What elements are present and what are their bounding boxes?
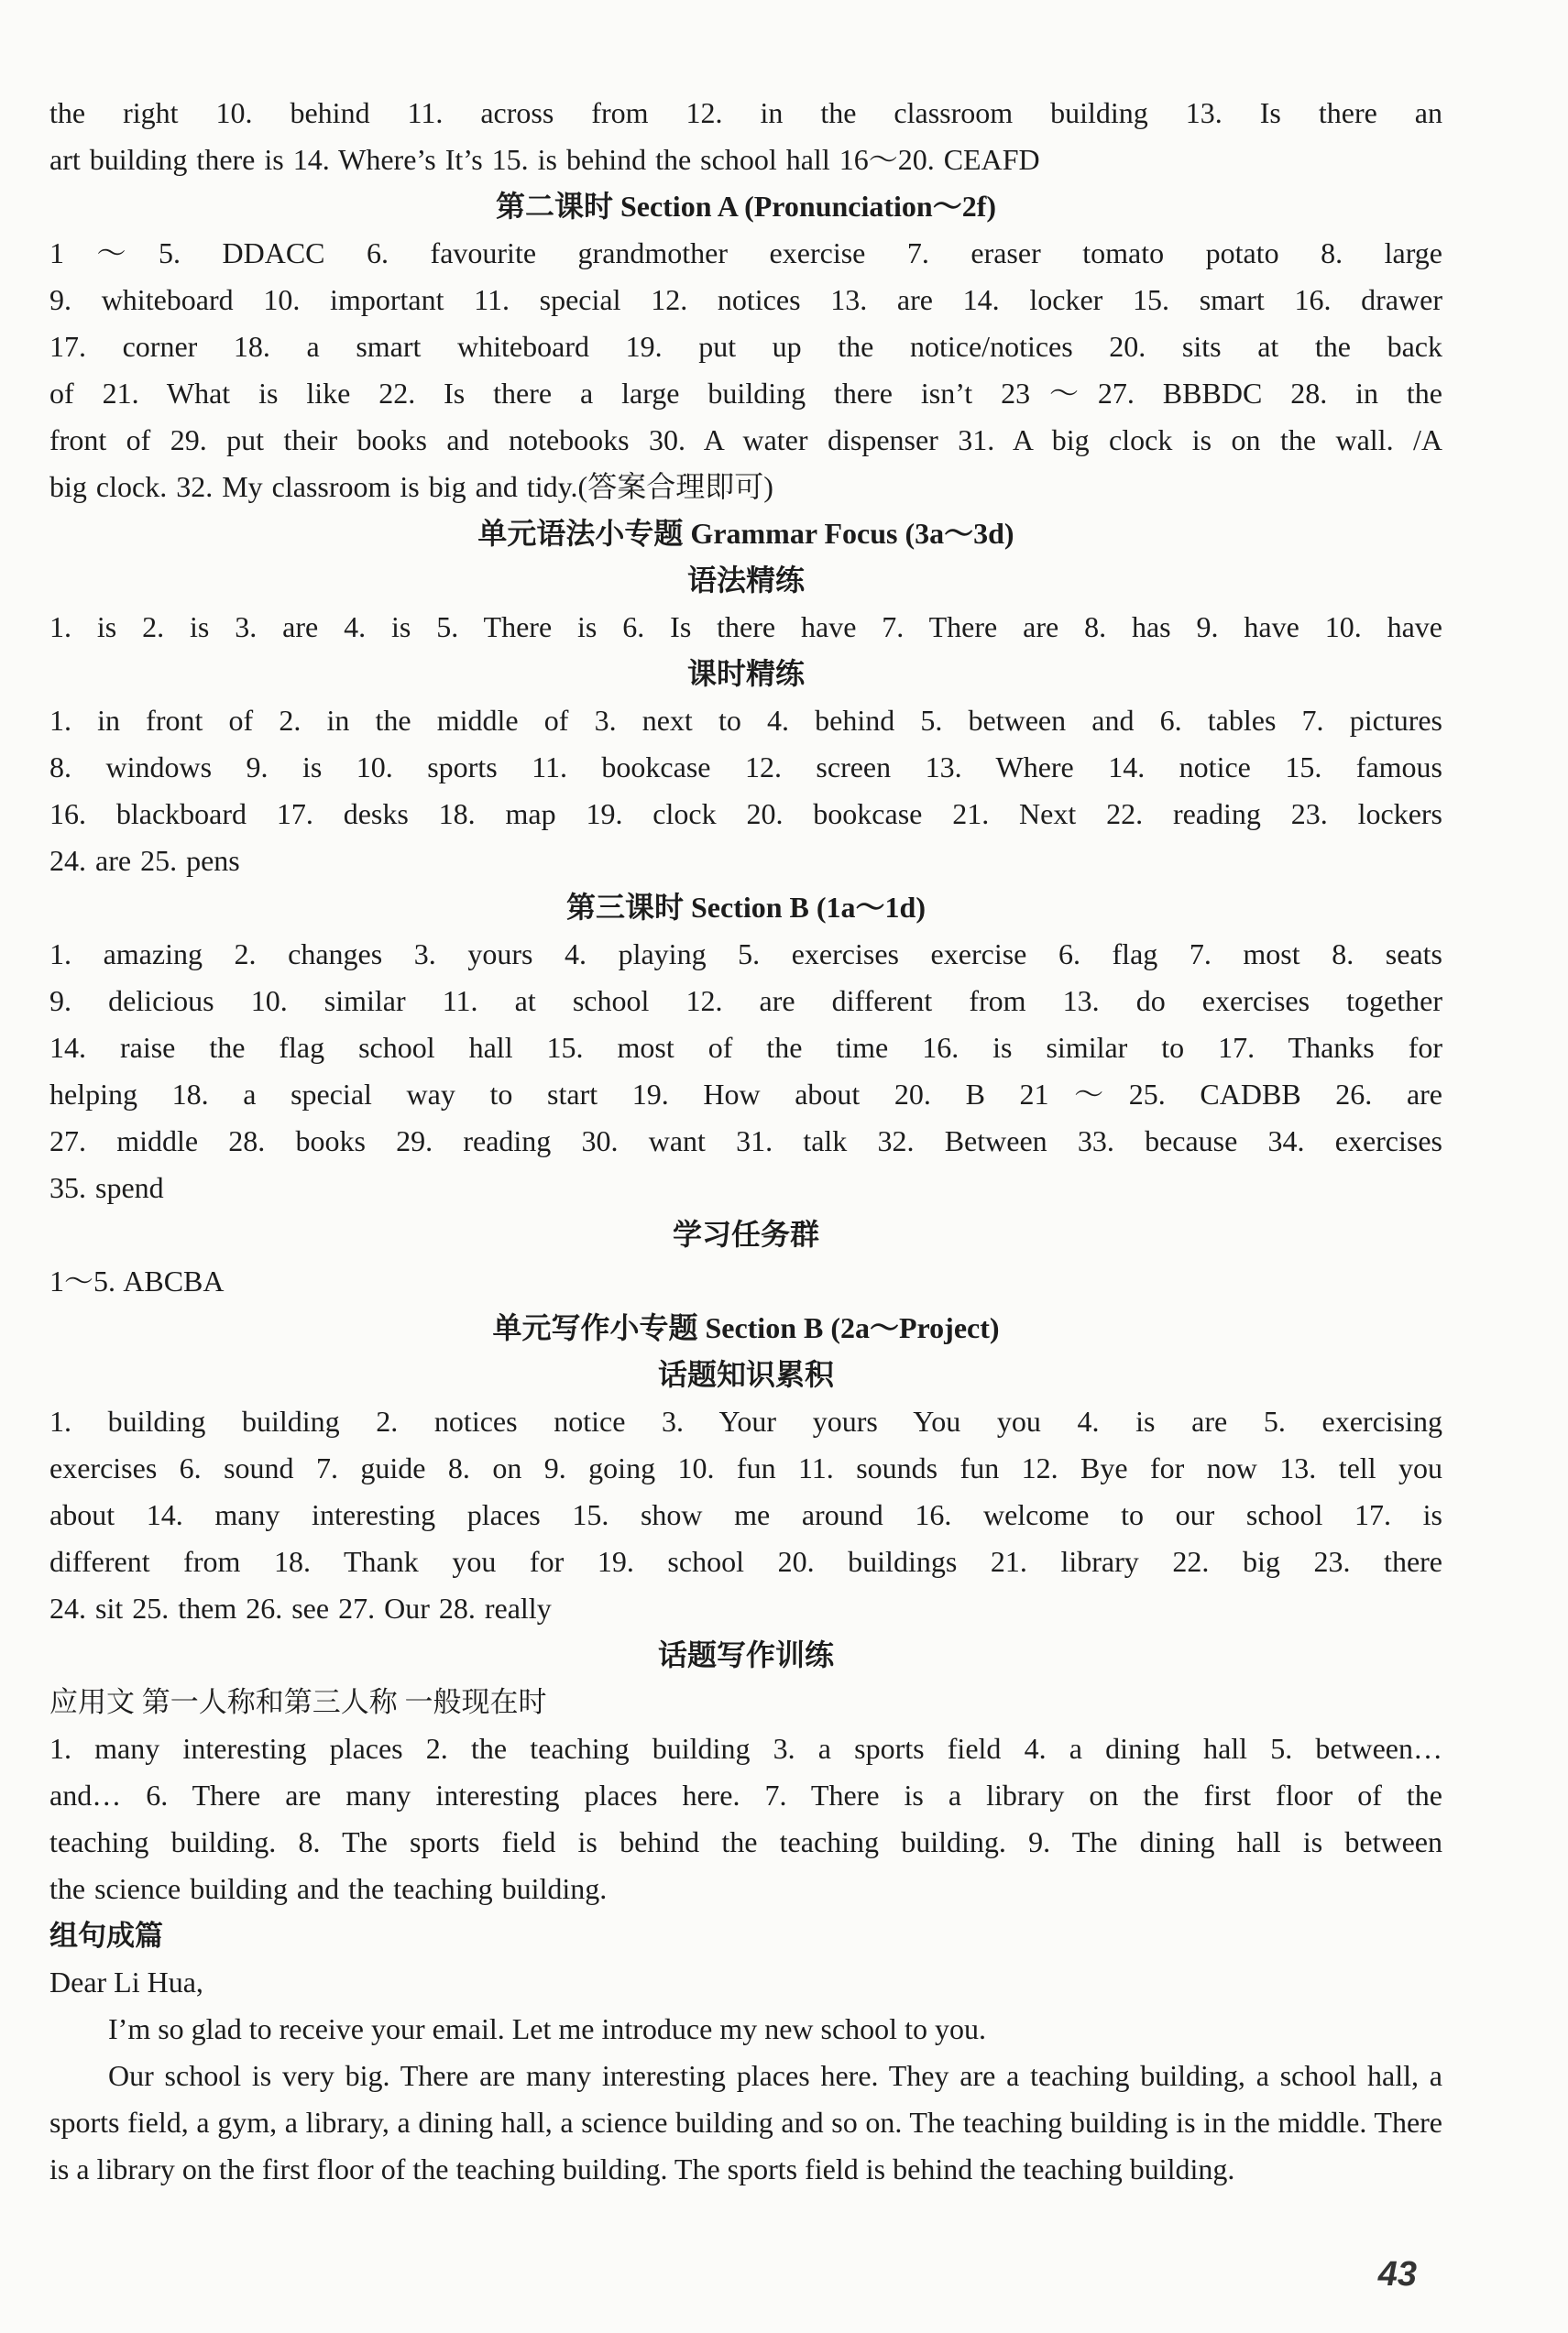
sample-letter: [49, 1959, 1442, 2193]
answer-line: 35. spend: [49, 1171, 164, 1204]
answer-line: 1. in front of 2. in the middle of 3. next to 4. behind 5. between and 6. tables 7. pictures: [49, 704, 1442, 737]
subheading-compose-essay: 组句成篇: [49, 1920, 163, 1952]
section-heading-lesson-2: 第二课时 Section A (Pronunciation～2f): [495, 190, 997, 223]
answer-line: the right 10. behind 11. across from 12. in the classroom building 13. Is there an: [49, 96, 1442, 129]
answer-line: 24. are 25. pens: [49, 844, 240, 877]
section-heading-writing: 单元写作小专题 Section B (2a～Project): [492, 1311, 1000, 1344]
answer-line: different from 18. Thank you for 19. school 20. buildings 21. library 22. big 23. there: [49, 1545, 1442, 1578]
answer-line: 1. amazing 2. changes 3. yours 4. playing 5. exercises exercise 6. flag 7. most 8. seats: [49, 937, 1442, 970]
letter-greeting: Dear Li Hua,: [49, 1966, 203, 1999]
answer-line: 16. blackboard 17. desks 18. map 19. clock 20. bookcase 21. Next 22. reading 23. lockers: [49, 797, 1442, 830]
answer-line: the science building and the teaching building.: [49, 1872, 608, 1905]
letter-paragraph: I’m so glad to receive your email. Let me introduce my new school to you.: [108, 2012, 986, 2045]
answer-line: 1～5. DDACC 6. favourite grandmother exercise 7. eraser tomato potato 8. large: [49, 236, 1442, 269]
answer-line: helping 18. a special way to start 19. How about 20. B 21～25. CADBB 26. are: [49, 1078, 1443, 1111]
answer-line: 8. windows 9. is 10. sports 11. bookcase 12. screen 13. Where 14. notice 15. famous: [49, 750, 1442, 783]
answer-line: 17. corner 18. a smart whiteboard 19. put up the notice/notices 20. sits at the back: [49, 330, 1442, 363]
section-heading-grammar: 单元语法小专题 Grammar Focus (3a～3d): [477, 517, 1014, 550]
answer-line: and… 6. There are many interesting places here. 7. There is a library on the first floor of the: [49, 1779, 1442, 1812]
answer-line: 24. sit 25. them 26. see 27. Our 28. really: [49, 1592, 552, 1625]
subheading-topic-knowledge: 话题知识累积: [657, 1358, 834, 1391]
subheading-lesson-practice: 课时精练: [686, 657, 805, 690]
answer-line: 9. delicious 10. similar 11. at school 12. are different from 13. do exercises together: [49, 984, 1442, 1017]
writing-type-note: 应用文 第一人称和第三人称 一般现在时: [49, 1686, 547, 1718]
subheading-grammar-practice: 语法精练: [686, 564, 805, 597]
section-heading-lesson-3: 第三课时 Section B (1a～1d): [565, 891, 926, 924]
page-number: 43: [1377, 2255, 1417, 2294]
answer-line: about 14. many interesting places 15. show me around 16. welcome to our school 17. is: [49, 1498, 1442, 1531]
answer-line: 1. is 2. is 3. are 4. is 5. There is 6. Is there have 7. There are 8. has 9. have 10. have: [49, 610, 1442, 643]
letter-paragraph: Our school is very big. There are many interesting places here. They are a teaching building, a school hall, a sports field, a gym, a library, a dining hall, a science building and so on. The teaching building is in the middle. There is a library on the first floor of the teaching building. The sports field is behind the teaching building.: [49, 2059, 1442, 2185]
answer-line: 1. building building 2. notices notice 3. Your yours You you 4. is are 5. exercising: [49, 1405, 1442, 1438]
answer-line: of 21. What is like 22. Is there a large building there isn’t 23～27. BBBDC 28. in the: [49, 377, 1442, 410]
answer-key-page: [49, 90, 1442, 2193]
answer-line: 14. raise the flag school hall 15. most of the time 16. is similar to 17. Thanks for: [49, 1031, 1442, 1064]
answer-line: exercises 6. sound 7. guide 8. on 9. going 10. fun 11. sounds fun 12. Bye for now 13. tell you: [49, 1451, 1442, 1484]
section-heading-task-group: 学习任务群: [672, 1218, 819, 1251]
answer-line: 9. whiteboard 10. important 11. special 12. notices 13. are 14. locker 15. smart 16. drawer: [49, 283, 1442, 316]
answer-line: teaching building. 8. The sports field is behind the teaching building. 9. The dining hall is between: [49, 1825, 1442, 1858]
answer-line: 27. middle 28. books 29. reading 30. want 31. talk 32. Between 33. because 34. exercises: [49, 1124, 1442, 1157]
subheading-writing-training: 话题写作训练: [657, 1638, 834, 1671]
answer-line: 1. many interesting places 2. the teaching building 3. a sports field 4. a dining hall 5. between…: [49, 1732, 1442, 1765]
answer-line: big clock. 32. My classroom is big and tidy.(答案合理即可): [49, 470, 773, 503]
answer-line: 1～5. ABCBA: [49, 1265, 225, 1298]
answer-line: front of 29. put their books and notebooks 30. A water dispenser 31. A big clock is on the wall. /A: [49, 423, 1442, 456]
answer-line: art building there is 14. Where’s It’s 15. is behind the school hall 16～20. CEAFD: [49, 143, 1040, 176]
